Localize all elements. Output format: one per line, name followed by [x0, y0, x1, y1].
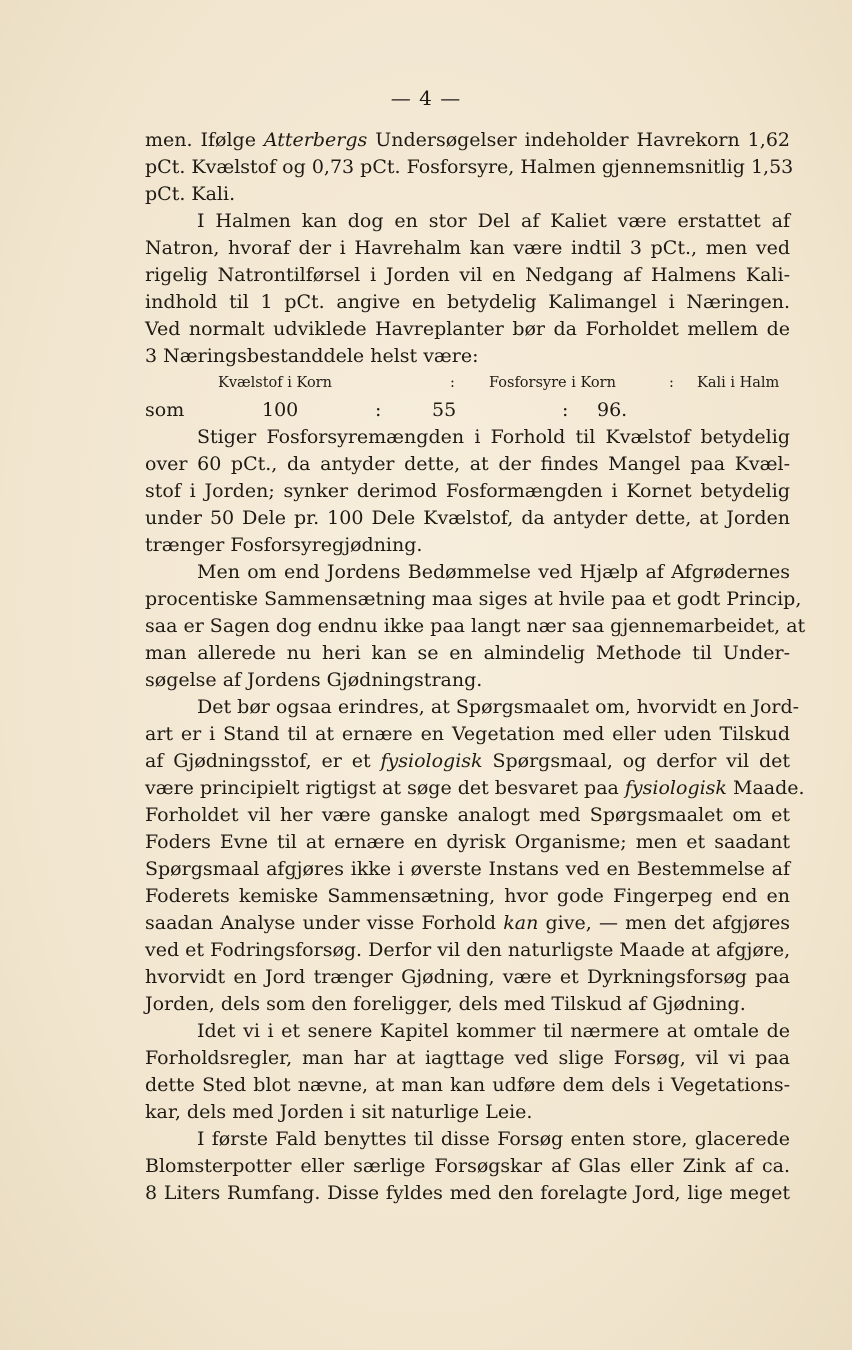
text-line: Foders Evne til at ernære en dyrisk Organisme; men et saadant — [145, 831, 790, 853]
text-line: dette Sted blot nævne, at man kan udføre dem dels i Vegetations- — [145, 1074, 790, 1096]
text-line: af Gjødningsstof, er et fysiologisk Spørgsmaal, og derfor vil det — [145, 750, 790, 772]
text-line: I første Fald benyttes til disse Forsøg enten store, glacerede — [197, 1128, 790, 1150]
page-number: — 4 — — [390, 86, 462, 110]
text-line: Forholdsregler, man har at iagttage ved slige Forsøg, vil vi paa — [145, 1047, 790, 1069]
table-header-nitrogen: Kvælstof i Korn — [218, 375, 332, 391]
text-line: hvorvidt en Jord trænger Gjødning, være et Dyrkningsforsøg paa — [145, 966, 790, 988]
text-line: Idet vi i et senere Kapitel kommer til nærmere at omtale de — [197, 1020, 790, 1042]
text-line: art er i Stand til at ernære en Vegetation med eller uden Tilskud — [145, 723, 790, 745]
table-row-label: som — [145, 399, 185, 421]
text-line: 3 Næringsbestanddele helst være: — [145, 345, 479, 367]
table-separator: : — [669, 375, 674, 391]
text-line: pCt. Kali. — [145, 183, 236, 205]
body-text — [145, 127, 806, 1207]
emphasis: fysiologisk — [624, 777, 727, 799]
text-line: kar, dels med Jorden i sit naturlige Leie. — [145, 1101, 533, 1123]
emphasis: fysiologisk — [380, 750, 483, 772]
text-line: procentiske Sammensætning maa siges at hvile paa et godt Princip, — [145, 588, 802, 610]
text-line: rigelig Natrontilførsel i Jorden vil en Nedgang af Halmens Kali- — [145, 264, 790, 286]
text-line: saa er Sagen dog endnu ikke paa langt nær saa gjennemarbeidet, at — [145, 615, 806, 637]
table-separator: : — [450, 375, 455, 391]
text-line: men. Ifølge Atterbergs Undersøgelser indeholder Havrekorn 1,62 — [145, 129, 790, 151]
text-line: stof i Jorden; synker derimod Fosformængden i Kornet betydelig — [145, 480, 790, 502]
text-line: søgelse af Jordens Gjødningstrang. — [145, 669, 483, 691]
text-line: ved et Fodringsforsøg. Derfor vil den naturligste Maade at afgjøre, — [145, 939, 791, 961]
text-line: over 60 pCt., da antyder dette, at der findes Mangel paa Kvæl- — [145, 453, 790, 475]
text-line: Ved normalt udviklede Havreplanter bør da Forholdet mellem de — [145, 318, 790, 340]
text-line: indhold til 1 pCt. angive en betydelig Kalimangel i Næringen. — [145, 291, 790, 313]
text-line: Men om end Jordens Bedømmelse ved Hjælp af Afgrødernes — [197, 561, 790, 583]
text-line: man allerede nu heri kan se en almindelig Methode til Under- — [145, 642, 790, 664]
table-separator: : — [562, 399, 569, 421]
text-line: saadan Analyse under visse Forhold kan give, — men det afgjøres — [145, 912, 790, 934]
text-line: Foderets kemiske Sammensætning, hvor gode Fingerpeg end en — [145, 885, 790, 907]
text-line: Spørgsmaal afgjøres ikke i øverste Instans ved en Bestemmelse af — [145, 858, 790, 880]
text-line: Natron, hvoraf der i Havrehalm kan være indtil 3 pCt., men ved — [145, 237, 790, 259]
text-line: Forholdet vil her være ganske analogt med Spørgsmaalet om et — [145, 804, 790, 826]
table-cell-nitrogen: 100 — [262, 399, 299, 421]
table-cell-potash: 96. — [597, 399, 628, 421]
text-line: under 50 Dele pr. 100 Dele Kvælstof, da antyder dette, at Jorden — [145, 507, 790, 529]
table-separator: : — [375, 399, 382, 421]
ratio-table-header — [145, 370, 790, 397]
text-line: Det bør ogsaa erindres, at Spørgsmaalet om, hvorvidt en Jord- — [197, 696, 800, 718]
text-line: pCt. Kvælstof og 0,73 pCt. Fosforsyre, Halmen gjennemsnitlig 1,53 — [145, 156, 794, 178]
emphasis: kan — [503, 912, 539, 934]
text-line: I Halmen kan dog en stor Del af Kaliet være erstattet af — [197, 210, 790, 232]
emphasis: Atterbergs — [263, 129, 368, 151]
table-cell-phosphoric-acid: 55 — [432, 399, 457, 421]
table-header-phosphoric-acid: Fosforsyre i Korn — [489, 375, 616, 391]
text-line: Stiger Fosforsyremængden i Forhold til Kvælstof betydelig — [197, 426, 790, 448]
text-line: Blomsterpotter eller særlige Forsøgskar af Glas eller Zink af ca. — [145, 1155, 790, 1177]
text-line: Jorden, dels som den foreligger, dels med Tilskud af Gjødning. — [145, 993, 746, 1015]
text-line: være principielt rigtigst at søge det besvaret paa fysiologisk Maade. — [145, 777, 805, 799]
table-header-potash: Kali i Halm — [697, 375, 780, 391]
ratio-table-row — [145, 397, 790, 424]
text-line: trænger Fosforsyregjødning. — [145, 534, 423, 556]
text-line: 8 Liters Rumfang. Disse fyldes med den forelagte Jord, lige meget — [145, 1182, 790, 1204]
